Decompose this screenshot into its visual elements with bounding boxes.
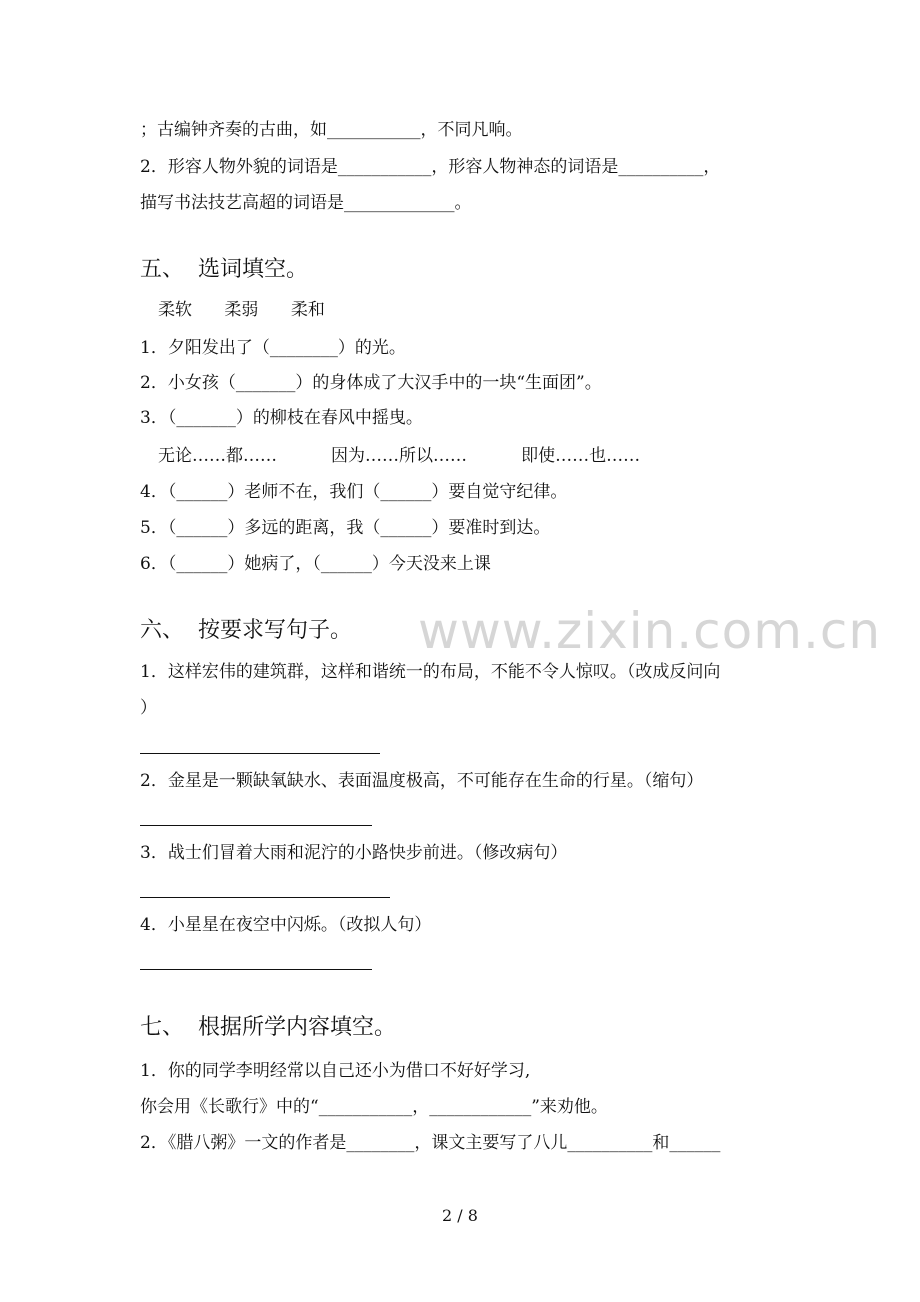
question-item: 1．这样宏伟的建筑群，这样和谐统一的布局，不能不令人惊叹。（改成反问向 [140, 662, 721, 682]
question-item: 2．金星是一颗缺氧缺水、表面温度极高，不可能存在生命的行星。（缩句） [140, 771, 704, 791]
question-item: 2．《腊八粥》一文的作者是________，课文主要写了八儿__________和______ [140, 1133, 721, 1153]
word-bank: 柔软 柔弱 柔和 [158, 300, 325, 320]
answer-line [140, 897, 390, 898]
question-item: 4．（______）老师不在，我们（______）要自觉守纪律。 [140, 482, 568, 502]
text-line: 2．形容人物外貌的词语是___________，形容人物神态的词语是__________， [140, 157, 721, 177]
question-item: ） [140, 698, 157, 718]
question-item: 3．战士们冒着大雨和泥泞的小路快步前进。（修改病句） [140, 843, 568, 863]
question-item: 4．小星星在夜空中闪烁。（改拟人句） [140, 915, 432, 935]
question-item: 你会用《长歌行》中的“___________，____________”来劝他。 [140, 1097, 608, 1117]
text-line: 描写书法技艺高超的词语是_____________。 [140, 193, 472, 213]
page-number: 2 / 8 [442, 1206, 478, 1225]
section-6-heading: 六、 按要求写句子。 [140, 618, 352, 643]
question-item: 1．你的同学李明经常以自己还小为借口不好好学习, [140, 1061, 531, 1081]
answer-line [140, 969, 372, 970]
watermark: www.zixin.com.cn [418, 602, 882, 660]
question-item: 5．（______）多远的距离，我（______）要准时到达。 [140, 518, 551, 538]
section-7-heading: 七、 根据所学内容填空。 [140, 1015, 396, 1040]
question-item: 2．小女孩（_______）的身体成了大汉手中的一块“生面团”。 [140, 373, 602, 393]
question-item: 6．（______）她病了，（______）今天没来上课 [140, 554, 491, 574]
question-item: 1．夕阳发出了（________）的光。 [140, 338, 406, 358]
answer-line [140, 825, 372, 826]
answer-line [140, 753, 380, 754]
question-item: 3．（_______）的柳枝在春风中摇曳。 [140, 408, 423, 428]
section-5-heading: 五、 选词填空。 [140, 257, 308, 282]
word-bank: 无论……都…… 因为……所以…… 即使……也…… [158, 446, 641, 466]
text-line: ；古编钟齐奏的古曲，如___________，不同凡响。 [140, 120, 523, 140]
